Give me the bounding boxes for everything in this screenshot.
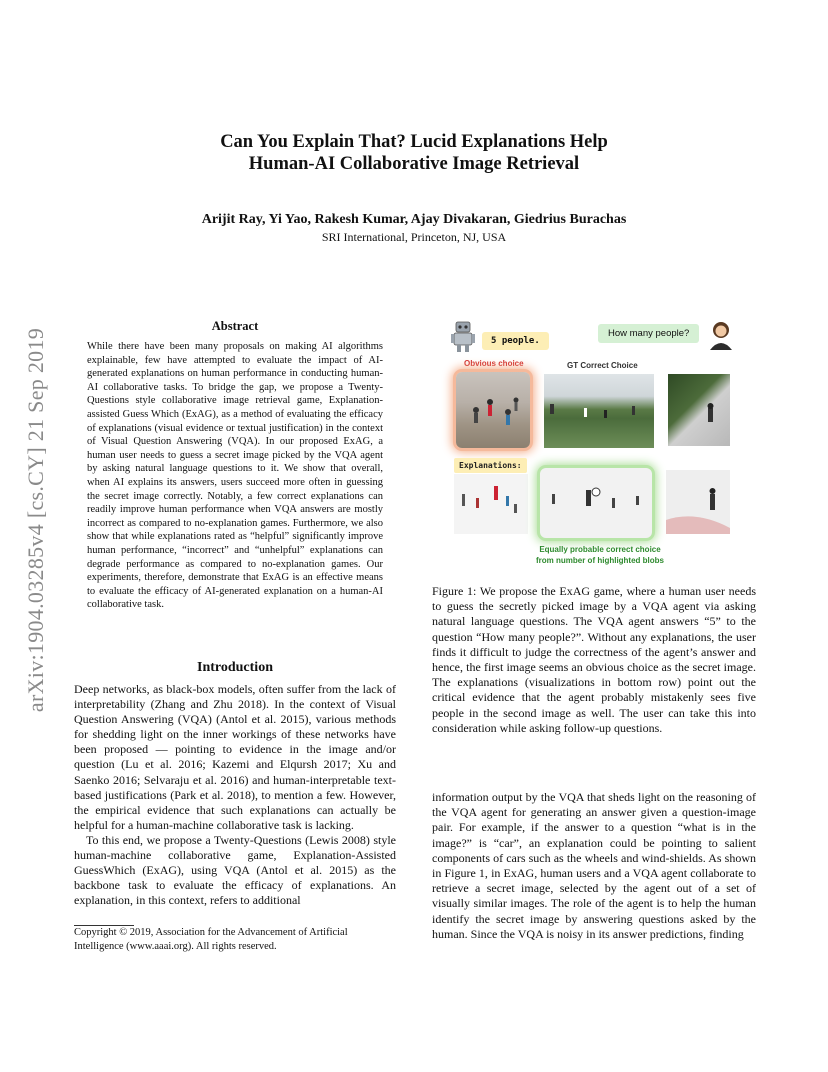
- paper-title: [120, 131, 708, 175]
- explanation-image-2: [540, 468, 652, 538]
- question-bubble: How many people?: [598, 324, 699, 343]
- affiliation: SRI International, Princeton, NJ, USA: [321, 230, 507, 244]
- obvious-choice-label: Obvious choice: [464, 359, 524, 368]
- figure-1: [440, 312, 750, 572]
- explanations-label: Explanations:: [454, 458, 527, 473]
- equally-probable-label: [530, 544, 670, 566]
- authors: Arijit Ray, Yi Yao, Rakesh Kumar, Ajay Divakaran, Giedrius Burachas: [201, 212, 627, 227]
- intro-paragraph-2: To this end, we propose a Twenty-Questions (Lewis 2008) style human-machine collaborative game, Explanation-Assisted GuessWhich (ExAG), using VQA (Antol et al. 2015) as the backbone task to evaluate the efficacy of explanations. An explanation, in this context, refers to additional: [74, 832, 396, 908]
- explanation-image-1: [454, 474, 528, 534]
- answer-bubble: 5 people.: [482, 332, 549, 350]
- right-column-body: information output by the VQA that sheds light on the reasoning of the VQA agent for generating an answer given a question-image pair. For example, if the answer to a question “what is in the image?” is “car”, an explanation could be pointing to salient components of cars such as the wheels and wind-shields. As shown in Figure 1, in ExAG, human users and a VQA agent collaborate to retrieve a secret image, selected by the agent out of a set of visually similar images. The role of the agent is to help the human identify the secret image by answering questions asked by the human. Since the VQA is noisy in its answer predictions, finding: [432, 790, 756, 941]
- user-avatar-icon: [708, 320, 734, 350]
- abstract-heading: Abstract: [211, 319, 259, 333]
- copyright-footnote: Copyright © 2019, Association for the Advancement of Artificial Intelligence (www.aaai.org). All rights reserved.: [74, 927, 348, 952]
- abstract-text: While there have been many proposals on making AI algorithms explainable, few have attempted to evaluate the impact of AI-generated explanations on human performance in conducting human-AI collaborative tasks. To bridge the gap, we propose a Twenty-Questions style collaborative image retrieval game, Explanation-assisted Guess Which (ExAG), as a method of evaluating the efficacy of explanations (visual evidence or textual justification) in the context of Visual Question Answering (VQA). In our proposed ExAG, a human user needs to guess a secret image picked by the VQA agent by asking natural language questions to it. We show that overall, when AI explains its answers, users succeed more often in guessing the secret image correctly. Notably, a few correct explanations can readily improve human performance when VQA answers are mostly incorrect as compared to no-explanation games. Furthermore, we also show that while explanations rated as “helpful” significantly improve human performance, “incorrect” and “unhelpful” explanations can degrade performance as compared to no-explanation games. Our experiments, therefore, demonstrate that ExAG is an effective means to evaluate the efficacy of AI-generated explanation on a human-AI collaborative task.: [87, 341, 383, 611]
- title-line-1: Can You Explain That? Lucid Explanations Help: [220, 132, 608, 152]
- gt-correct-choice-label: GT Correct Choice: [567, 361, 638, 370]
- image-third-candidate: [668, 374, 730, 446]
- figure-1-caption: Figure 1: We propose the ExAG game, where a human user needs to guess the secretly picked image by a VQA agent via asking natural language questions. The VQA agent answers “5” to the question “How many people?”. Without any explanations, the user finds it difficult to judge the correctness of the agent’s answer and hence, the first image seems an obvious choice as the secret image. The explanations (visualizations in bottom row) point out the critical evidence that the agent probably mistakenly sees five people in the second image as well. The user can take this into consideration while asking follow-up questions.: [432, 584, 756, 735]
- intro-paragraph-1: Deep networks, as black-box models, often suffer from the lack of interpretability (Zhang and Zhu 2018). In the context of Visual Question Answering (VQA) (Antol et al. 2015), various methods for shedding light on the inner workings of these networks have been proposed — pointing to evidence in the image and/or question (Lu et al. 2016; Kazemi and Elqursh 2017; Xu and Saenko 2016; Selvaraju et al. 2016) and human-interpretable text-based justifications (Park et al. 2018), to mention a few. However, the empirical evidence that such explanations can actually be helpful for a human-machine collaborative task is lacking.: [74, 682, 396, 832]
- robot-icon: [450, 320, 476, 354]
- arxiv-id-text: arXiv:1904.03285v4 [cs.CY] 21 Sep 2019: [23, 327, 48, 713]
- equally-probable-line-1: Equally probable correct choice: [539, 545, 661, 554]
- image-gt-correct-choice: [544, 374, 654, 448]
- image-obvious-choice: [456, 372, 530, 448]
- arxiv-side-label: [18, 280, 54, 760]
- explanation-image-3: [666, 470, 730, 534]
- equally-probable-line-2: from number of highlighted blobs: [536, 556, 664, 565]
- title-line-2: Human-AI Collaborative Image Retrieval: [248, 154, 580, 174]
- introduction-heading: Introduction: [197, 660, 273, 675]
- introduction-body: [74, 682, 396, 908]
